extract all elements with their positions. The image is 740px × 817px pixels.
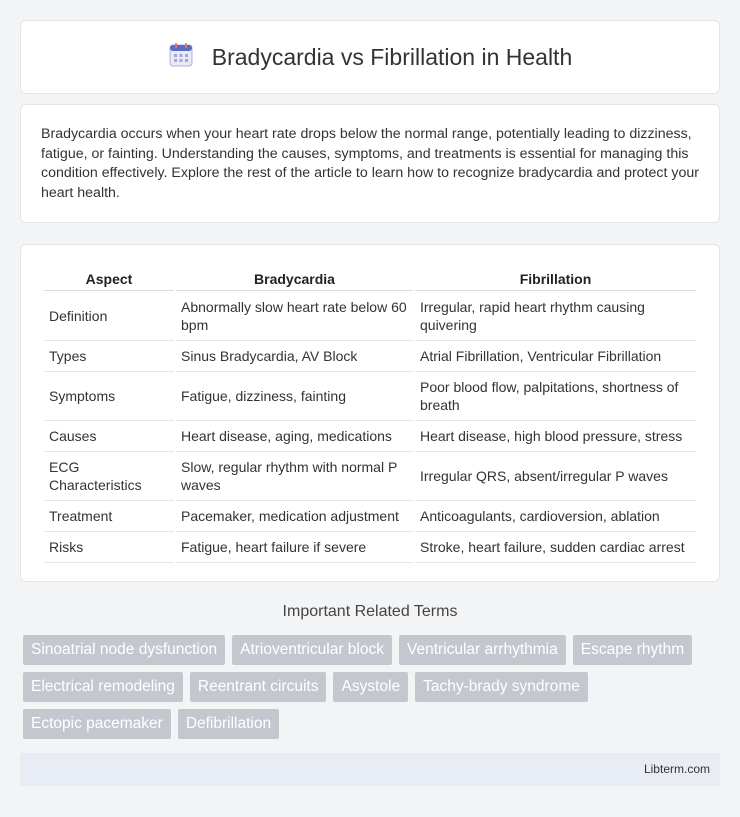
- comparison-table: [42, 265, 698, 563]
- related-terms-title: Important Related Terms: [282, 603, 458, 620]
- table-row: [44, 501, 696, 532]
- cell-fibrillation: Irregular, rapid heart rhythm causing quivering: [415, 291, 696, 341]
- term-tag[interactable]: Defibrillation: [178, 709, 279, 739]
- table-row: [44, 421, 696, 452]
- intro-card: [20, 104, 720, 223]
- footer-site-link[interactable]: Libterm.com: [643, 762, 710, 776]
- table-row: [44, 452, 696, 501]
- header-aspect: Aspect: [44, 265, 174, 291]
- table-row: [44, 341, 696, 372]
- cell-aspect: Treatment: [44, 501, 174, 532]
- term-tag[interactable]: Reentrant circuits: [190, 672, 327, 702]
- table-row: [44, 372, 696, 421]
- cell-bradycardia: Abnormally slow heart rate below 60 bpm: [176, 291, 413, 341]
- table-header-row: [44, 265, 696, 291]
- cell-aspect: Risks: [44, 532, 174, 563]
- cell-bradycardia: Fatigue, heart failure if severe: [176, 532, 413, 563]
- cell-aspect: ECG Characteristics: [44, 452, 174, 501]
- cell-fibrillation: Irregular QRS, absent/irregular P waves: [415, 452, 696, 501]
- related-terms-list: [23, 635, 723, 739]
- cell-bradycardia: Slow, regular rhythm with normal P waves: [176, 452, 413, 501]
- header-fibrillation: Fibrillation: [415, 265, 696, 291]
- cell-fibrillation: Stroke, heart failure, sudden cardiac arrest: [415, 532, 696, 563]
- term-tag[interactable]: Electrical remodeling: [23, 672, 183, 702]
- cell-bradycardia: Pacemaker, medication adjustment: [176, 501, 413, 532]
- footer: [20, 753, 720, 786]
- calendar-icon: [168, 42, 194, 73]
- page-title: Bradycardia vs Fibrillation in Health: [211, 43, 573, 70]
- header-bradycardia: Bradycardia: [176, 265, 413, 291]
- term-tag[interactable]: Ventricular arrhythmia: [399, 635, 566, 665]
- cell-fibrillation: Poor blood flow, palpitations, shortness of breath: [415, 372, 696, 421]
- cell-aspect: Causes: [44, 421, 174, 452]
- cell-fibrillation: Anticoagulants, cardioversion, ablation: [415, 501, 696, 532]
- cell-bradycardia: Fatigue, dizziness, fainting: [176, 372, 413, 421]
- term-tag[interactable]: Tachy-brady syndrome: [415, 672, 588, 702]
- header-card: [20, 20, 720, 94]
- title-wrap: [168, 42, 573, 73]
- cell-aspect: Types: [44, 341, 174, 372]
- term-tag[interactable]: Atrioventricular block: [232, 635, 392, 665]
- cell-aspect: Symptoms: [44, 372, 174, 421]
- term-tag[interactable]: Sinoatrial node dysfunction: [23, 635, 225, 665]
- comparison-table-card: [20, 244, 720, 582]
- cell-fibrillation: Heart disease, high blood pressure, stress: [415, 421, 696, 452]
- term-tag[interactable]: Asystole: [333, 672, 408, 702]
- table-row: [44, 532, 696, 563]
- term-tag[interactable]: Escape rhythm: [573, 635, 692, 665]
- cell-fibrillation: Atrial Fibrillation, Ventricular Fibrillation: [415, 341, 696, 372]
- cell-bradycardia: Sinus Bradycardia, AV Block: [176, 341, 413, 372]
- cell-bradycardia: Heart disease, aging, medications: [176, 421, 413, 452]
- cell-aspect: Definition: [44, 291, 174, 341]
- term-tag[interactable]: Ectopic pacemaker: [23, 709, 171, 739]
- intro-text: Bradycardia occurs when your heart rate drops below the normal range, potentially leading to dizziness, fatigue, or fainting. Understanding the causes, symptoms, and treatments is essential for managing this condition effectively. Explore the rest of the article to learn how to recognize bradycardia and protect your heart health.: [41, 126, 699, 201]
- table-row: [44, 291, 696, 341]
